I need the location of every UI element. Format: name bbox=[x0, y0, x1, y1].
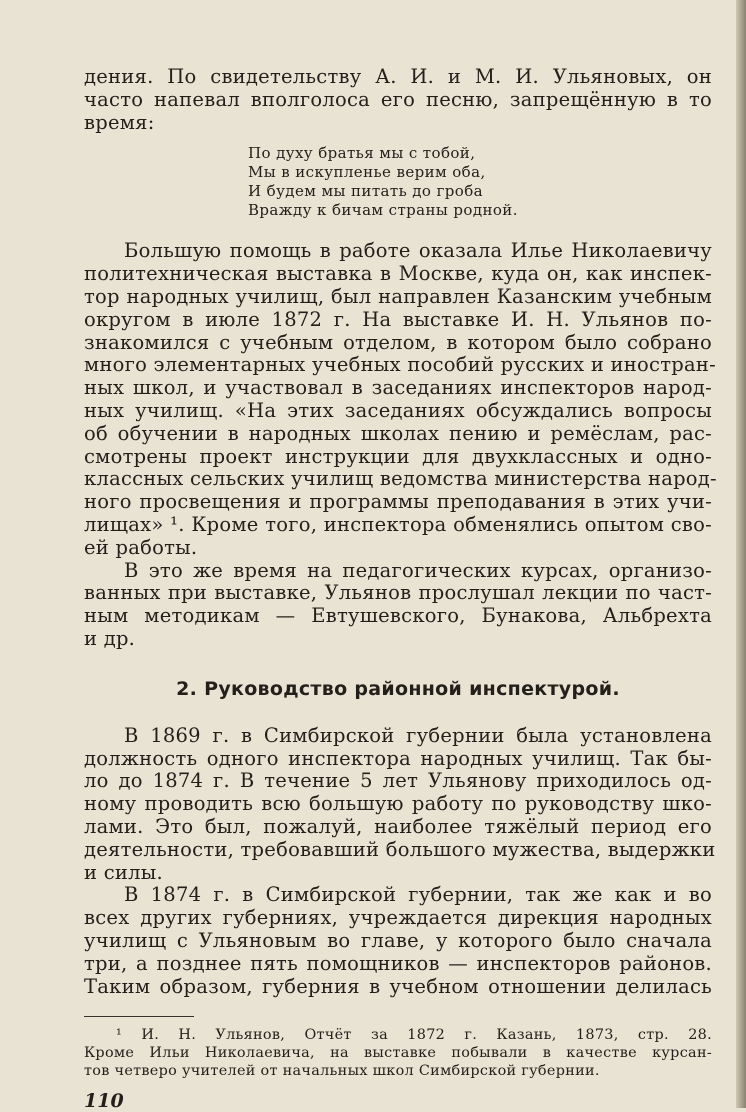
poem-quote bbox=[248, 144, 712, 220]
text-line: и др. bbox=[84, 626, 136, 650]
text-line: Таким образом, губерния в учебном отношении делилась bbox=[84, 974, 712, 998]
text-line: В 1869 г. в Симбирской губернии была установлена bbox=[124, 723, 712, 747]
text-line: В 1874 г. в Симбирской губернии, так же как и во bbox=[124, 883, 712, 907]
text-line: всех других губерниях, учреждается дирекция народных bbox=[84, 906, 712, 930]
text-line: время: bbox=[84, 110, 155, 134]
text-line: ванных при выставке, Ульянов прослушал лекции по част- bbox=[84, 581, 712, 605]
page-number: 110 bbox=[84, 1089, 124, 1112]
text-line: ных училищ. «На этих заседаниях обсуждались вопросы bbox=[84, 398, 712, 422]
book-page bbox=[84, 65, 717, 1112]
text-line: училищ с Ульяновым во главе, у которого было сначала bbox=[84, 928, 712, 952]
text-line: дения. По свидетельству А. И. и М. И. Ульяновых, он bbox=[84, 65, 712, 88]
text-line: ных школ, и участвовал в заседаниях инспекторов народ- bbox=[84, 376, 712, 400]
text-line: должность одного инспектора народных училищ. Так бы- bbox=[84, 746, 712, 770]
text-line: три, а позднее пять помощников — инспекторов районов. bbox=[84, 951, 712, 975]
poem-line: Вражду к бичам страны родной. bbox=[248, 201, 518, 220]
footnote-divider bbox=[84, 1016, 194, 1017]
text-line: лами. Это был, пожалуй, наиболее тяжёлый период его bbox=[84, 814, 712, 838]
text-line: ным методикам — Евтушевского, Бунакова, Альбрехта bbox=[84, 604, 712, 628]
footnote-line: тов четверо учителей от начальных школ Симбирской губернии. bbox=[84, 1062, 600, 1079]
text-line: смотрены проект инструкции для двухклассных и одно- bbox=[84, 444, 712, 468]
text-line: классных сельских училищ ведомства министерства народ- bbox=[84, 467, 717, 491]
poem-line: Мы в искупленье верим оба, bbox=[248, 163, 486, 182]
paragraph-1869 bbox=[84, 723, 716, 885]
paragraph-1874 bbox=[84, 884, 712, 998]
text-line: об обучении в народных школах пению и ремёслам, рас- bbox=[84, 421, 712, 445]
footnote-line: Кроме Ильи Николаевича, на выставке побывали в качестве курсан- bbox=[84, 1045, 712, 1062]
text-line: деятельности, требовавший большого мужества, выдержки bbox=[84, 837, 716, 861]
opening-paragraph bbox=[84, 66, 712, 134]
section-heading: 2. Руководство районной инспектурой. bbox=[176, 677, 620, 700]
text-line: В это же время на педагогических курсах, организо- bbox=[124, 558, 712, 582]
text-line: часто напевал вполголоса его песню, запрещённую в то bbox=[84, 87, 712, 111]
text-line: и силы. bbox=[84, 860, 163, 884]
paragraph-courses bbox=[84, 560, 712, 651]
poem-line: По духу братья мы с тобой, bbox=[248, 144, 476, 163]
footnote bbox=[84, 1027, 712, 1080]
page-edge-shadow bbox=[736, 0, 746, 1108]
footnote-line: ¹ И. Н. Ульянов, Отчёт за 1872 г. Казань, 1873, стр. 28. bbox=[116, 1027, 712, 1044]
text-line: ей работы. bbox=[84, 535, 198, 559]
poem-line: И будем мы питать до гроба bbox=[248, 182, 483, 201]
paragraph-exhibition bbox=[84, 239, 717, 559]
text-line: много элементарных учебных пособий русских и иностран- bbox=[84, 353, 716, 377]
text-line: Большую помощь в работе оказала Илье Николаевичу bbox=[124, 239, 712, 263]
text-line: ного просвещения и программы преподавания в этих учи- bbox=[84, 490, 712, 514]
text-line: округом в июле 1872 г. На выставке И. Н. Ульянов по- bbox=[84, 307, 712, 331]
text-line: политехническая выставка в Москве, куда он, как инспек- bbox=[84, 262, 712, 286]
text-line: знакомился с учебным отделом, в котором было собрано bbox=[84, 330, 712, 354]
text-line: ному проводить всю большую работу по руководству шко- bbox=[84, 792, 712, 816]
text-line: тор народных училищ, был направлен Казанским учебным bbox=[84, 284, 712, 308]
text-line: лищах» ¹. Кроме того, инспектора обменялись опытом сво- bbox=[84, 512, 712, 536]
text-line: ло до 1874 г. В течение 5 лет Ульянову приходилось од- bbox=[84, 769, 712, 793]
